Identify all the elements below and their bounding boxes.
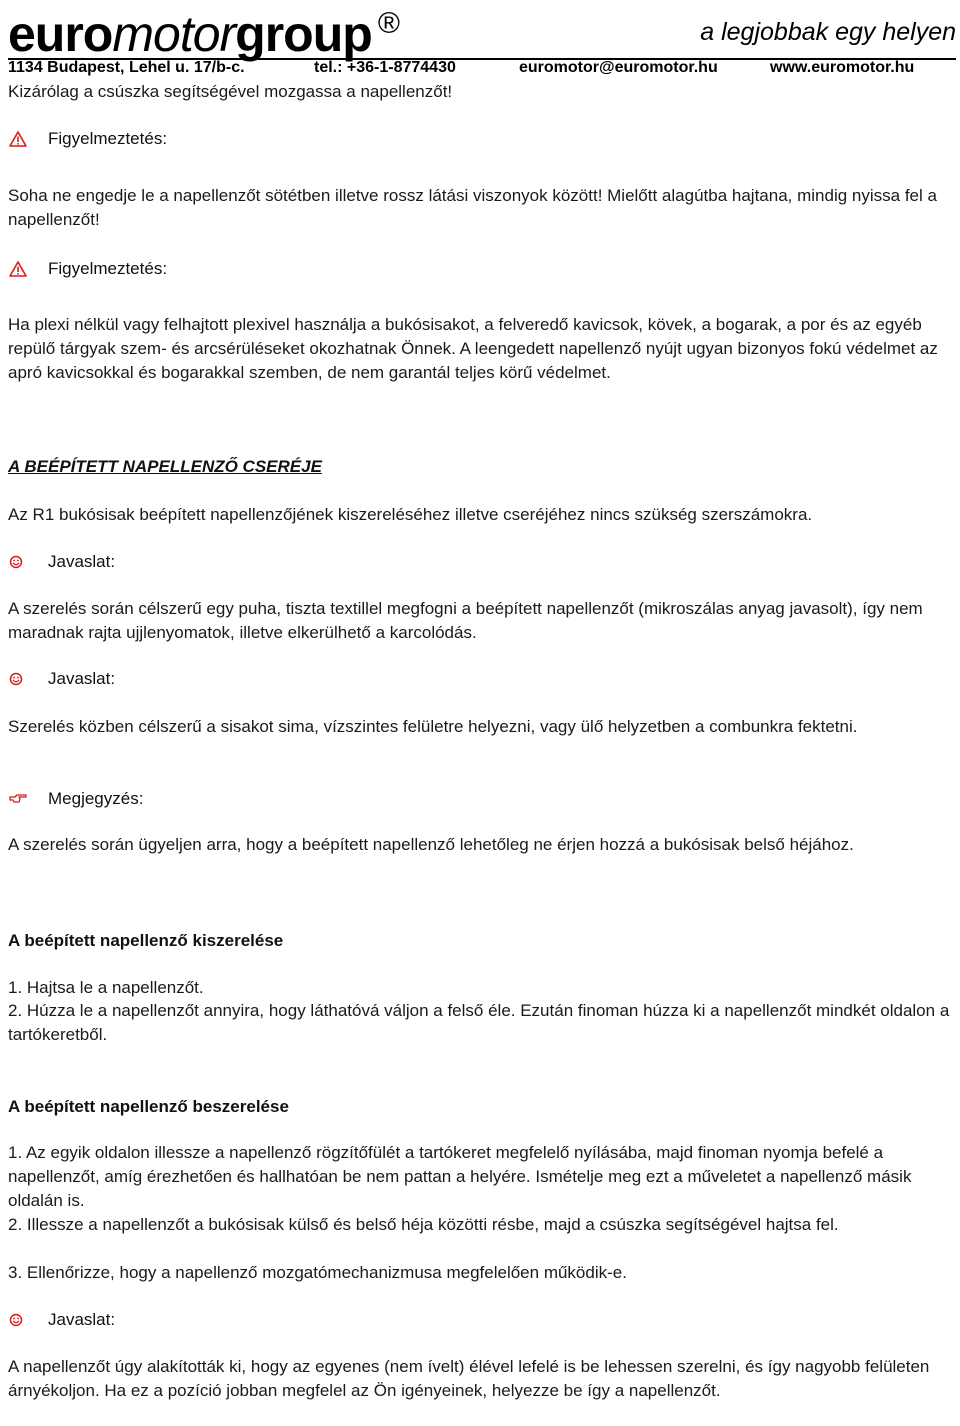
warning-label: Figyelmeztetés: xyxy=(48,259,168,278)
letterhead xyxy=(8,0,956,60)
registered-mark: ® xyxy=(377,7,399,40)
note-label: Megjegyzés: xyxy=(48,789,144,808)
tip-label: Javaslat: xyxy=(48,552,116,571)
warning-triangle-icon xyxy=(8,257,28,281)
install-step-3: 3. Ellenőrizze, hogy a napellenző mozgatómechanizmusa megfelelően működik-e. xyxy=(8,1263,627,1282)
removal-step-1: 1. Hajtsa le a napellenzőt. xyxy=(8,978,204,997)
brand-group: group xyxy=(235,6,372,62)
tagline: a legjobbak egy helyen xyxy=(700,18,956,46)
tip-heading-2 xyxy=(8,667,115,691)
smiley-icon xyxy=(8,667,28,691)
warning-heading-2 xyxy=(8,257,167,281)
smiley-icon xyxy=(8,1308,28,1332)
warning-heading-1 xyxy=(8,127,167,151)
removal-step-2: 2. Húzza le a napellenzőt annyira, hogy láthatóvá váljon a felső éle. Ezután finoman húzza ki a napellenzőt mindkét oldalon a tartókeretből. xyxy=(8,1001,950,1044)
install-step-2: 2. Illessze a napellenzőt a bukósisak külső és belső héja közötti résbe, majd a csúszka segítségével hajtsa fel. xyxy=(8,1215,839,1234)
brand-euro: euro xyxy=(8,6,113,62)
tip-label: Javaslat: xyxy=(48,1310,116,1329)
warning-label: Figyelmeztetés: xyxy=(48,129,168,148)
website-link[interactable]: www.euromotor.hu xyxy=(770,59,915,76)
phone: tel.: +36-1-8774430 xyxy=(314,59,456,76)
warning-text-2: Ha plexi nélkül vagy felhajtott plexivel használja a bukósisakot, a felveredő kavicsok, kövek, a bogarak, a por és az egyéb repülő tárgyak szem- és arcsérüléseket okozhatnak Önnek. A leengedett napellenző nyújt ugyan bizonyos fokú védelmet az apró kavicsokkal és bogarakkal szemben, de nem garantál teljes körű védelmet. xyxy=(8,315,938,382)
tip-heading-1 xyxy=(8,550,115,574)
warning-triangle-icon xyxy=(8,127,28,151)
tip-text-1: A szerelés során célszerű egy puha, tiszta textillel megfogni a beépített napellenzőt (mikroszálas anyag javasolt), így nem maradnak rajta ujjlenyomatok, illetve elkerülhető a karcolódás. xyxy=(8,599,923,642)
tip-heading-3 xyxy=(8,1308,115,1332)
note-text: A szerelés során ügyeljen arra, hogy a beépített napellenző lehetőleg ne érjen hozzá a bukósisak belső héjához. xyxy=(8,835,854,854)
warning-text-1: Soha ne engedje le a napellenzőt sötétben illetve rossz látási viszonyok között! Mielőtt alagútba hajtana, mindig nyissa fel a napellenzőt! xyxy=(8,186,937,229)
contact-line xyxy=(8,59,956,81)
note-heading xyxy=(8,787,143,811)
install-step-1: 1. Az egyik oldalon illessze a napellenző rögzítőfülét a tartókeret megfelelő nyílásába, majd finoman nyomja befelé a napellenzőt, amíg érezhetően és hallhatóan be nem pattan a helyére. Ismételje meg ezt a műveletet a napellenző másik oldalán is. xyxy=(8,1143,912,1210)
address: 1134 Budapest, Lehel u. 17/b-c. xyxy=(8,59,245,76)
email-link[interactable]: euromotor@euromotor.hu xyxy=(519,59,718,76)
brand-motor: motor xyxy=(112,6,236,62)
intro-paragraph: Kizárólag a csúszka segítségével mozgassa a napellenzőt! xyxy=(8,82,453,101)
install-title: A beépített napellenző beszerelése xyxy=(8,1097,289,1116)
brand-logo xyxy=(8,0,399,64)
tip-text-3: A napellenzőt úgy alakították ki, hogy az egyenes (nem ívelt) élével lefelé is be lehessen szerelni, és így nagyobb felületen árnyékoljon. Ha ez a pozíció jobban megfelel az Ön igényeinek, helyezze be így a napellenzőt. xyxy=(8,1357,930,1400)
tip-label: Javaslat: xyxy=(48,669,116,688)
section-intro: Az R1 bukósisak beépített napellenzőjének kiszereléséhez illetve cseréjéhez nincs szükség szerszámokra. xyxy=(8,505,813,524)
pointing-hand-icon xyxy=(8,787,28,811)
section-title: A BEÉPÍTETT NAPELLENZŐ CSERÉJE xyxy=(8,457,322,476)
smiley-icon xyxy=(8,550,28,574)
tip-text-2: Szerelés közben célszerű a sisakot sima, vízszintes felületre helyezni, vagy ülő helyzetben a combunkra fektetni. xyxy=(8,717,858,736)
removal-title: A beépített napellenző kiszerelése xyxy=(8,931,284,950)
